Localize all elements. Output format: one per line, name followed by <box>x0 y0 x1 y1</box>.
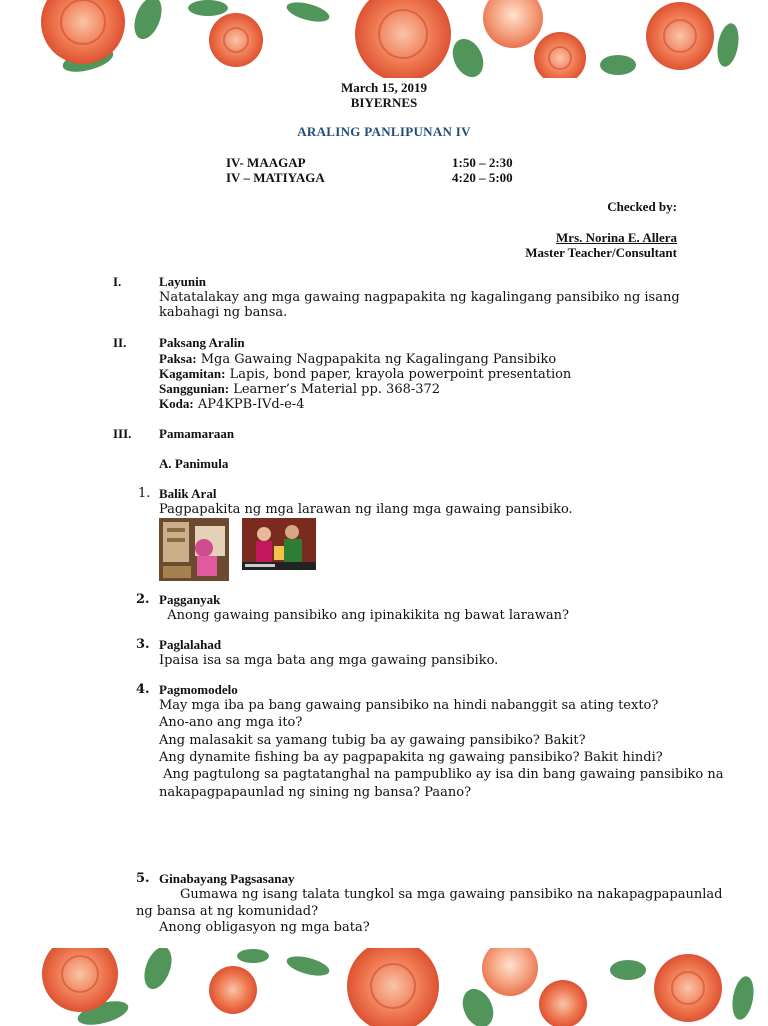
item-line: Ang malasakit sa yamang tubig ba ay gawaing pansibiko? Bakit? <box>159 733 586 748</box>
row-value: Lapis, bond paper, krayola powerpoint presentation <box>229 367 572 382</box>
item-number: 3. <box>136 637 150 652</box>
item-number: 4. <box>136 682 150 697</box>
item-title: Ginabayang Pagsasanay <box>159 871 295 886</box>
item-line: May mga iba pa bang gawaing pansibiko na hindi nabanggit sa ating texto? <box>159 698 659 713</box>
item-line: Gumawa ng isang talata tungkol sa mga gawaing pansibiko na nakapagpapaunlad <box>180 887 723 902</box>
row-label: Koda: <box>159 396 194 411</box>
section-heading-paksang-aralin: Paksang Aralin <box>159 335 245 350</box>
row-value: AP4KPB-IVd-e-4 <box>197 397 305 412</box>
rose-border-decoration <box>8 948 760 1026</box>
item-title: Pagmomodelo <box>159 682 238 697</box>
item-title: Balik Aral <box>159 486 217 501</box>
civic-activity-photo <box>242 518 316 570</box>
item-line: Ang pagtulong sa pagtatanghal na pampubliko ay isa din bang gawaing pansibiko na <box>159 767 724 782</box>
checked-by-label: Checked by: <box>607 199 677 214</box>
section-name: IV- MAAGAP <box>226 155 306 170</box>
section-number: III. <box>113 426 132 441</box>
layunin-text: kabahagi ng bansa. <box>159 305 288 320</box>
item-line: Ano-ano ang mga ito? <box>159 715 303 730</box>
item-number: 1. <box>138 486 151 501</box>
item-number: 2. <box>136 592 150 607</box>
row-value: Mga Gawaing Nagpapakita ng Kagalingang Pansibiko <box>200 352 557 367</box>
section-time: 1:50 – 2:30 <box>452 155 513 170</box>
lesson-date: March 15, 2019 <box>340 80 428 95</box>
item-line: Anong gawaing pansibiko ang ipinakikita ng bawat larawan? <box>159 608 569 623</box>
section-number: II. <box>113 335 127 350</box>
checker-name: Mrs. Norina E. Allera <box>556 230 677 245</box>
row-label: Paksa: <box>159 351 197 366</box>
item-line: Ipaisa isa sa mga bata ang mga gawaing pansibiko. <box>159 653 499 668</box>
lesson-day: BIYERNES <box>350 95 418 110</box>
row-value: Learner’s Material pp. 368-372 <box>233 382 441 397</box>
section-heading-pamamaraan: Pamamaraan <box>159 426 235 441</box>
bottom-floral-banner <box>8 948 760 1026</box>
row-label: Sanggunian: <box>159 381 230 396</box>
item-line: Ang dynamite fishing ba ay pagpapakita ng gawaing pansibiko? Bakit hindi? <box>159 750 663 765</box>
subsection-panimula: A. Panimula <box>159 456 229 471</box>
section-number: I. <box>113 274 122 289</box>
item-line: nakapagpapaunlad ng sining ng bansa? Paano? <box>159 785 472 800</box>
row-label: Kagamitan: <box>159 366 226 381</box>
section-time: 4:20 – 5:00 <box>452 170 513 185</box>
civic-activity-photo <box>159 518 229 581</box>
item-line: Anong obligasyon ng mga bata? <box>159 920 370 935</box>
item-number: 5. <box>136 871 150 886</box>
subject-title: ARALING PANLIPUNAN IV <box>297 124 471 139</box>
item-title: Paglalahad <box>159 637 222 652</box>
layunin-text: Natatalakay ang mga gawaing nagpapakita ng kagalingang pansibiko ng isang <box>159 290 680 305</box>
top-floral-banner <box>8 0 760 78</box>
section-heading-layunin: Layunin <box>159 274 206 289</box>
section-name: IV – MATIYAGA <box>226 170 325 185</box>
koda-row <box>159 396 304 413</box>
checker-role: Master Teacher/Consultant <box>525 245 677 260</box>
item-title: Pagganyak <box>159 592 221 607</box>
item-line: ng bansa at ng komunidad? <box>136 904 319 919</box>
rose-border-decoration <box>8 0 760 78</box>
item-line: Pagpapakita ng mga larawan ng ilang mga gawaing pansibiko. <box>159 502 573 517</box>
